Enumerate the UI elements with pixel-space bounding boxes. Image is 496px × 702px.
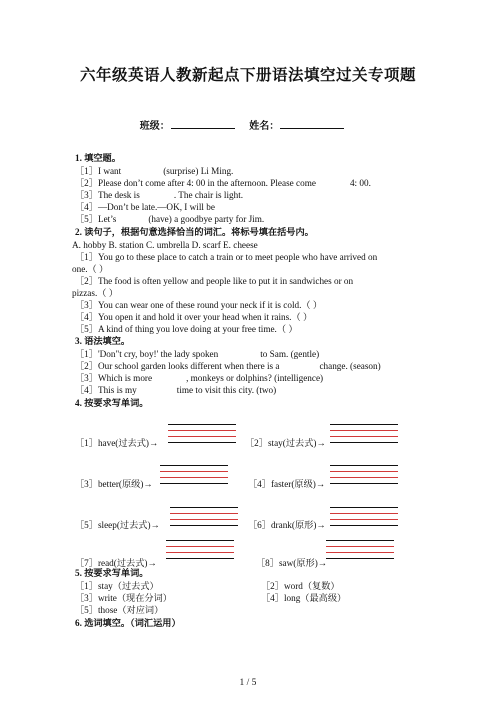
s4-item-7: ［7］read(过去式)→ bbox=[75, 558, 157, 568]
section-3-heading: 3. 语法填空。 bbox=[75, 336, 131, 346]
page-title: 六年级英语人教新起点下册语法填空过关专项题 bbox=[79, 67, 416, 84]
s4-guide-line bbox=[330, 465, 398, 466]
s5-item-5: ［5］those（对应词） bbox=[75, 605, 164, 615]
s2-item-4: ［4］You open it and hold it over your head when it rains.（ ） bbox=[75, 312, 313, 322]
section-1-heading: 1. 填空题。 bbox=[75, 153, 121, 163]
s1-item-1: ［1］I want (surprise) Li Ming. bbox=[75, 166, 234, 176]
s4-guide-line bbox=[330, 436, 398, 437]
s4-item-4: ［4］faster(原级)→ bbox=[248, 479, 326, 489]
s4-item-2: ［2］stay(过去式)→ bbox=[245, 438, 326, 448]
s2-options: A. hobby B. station C. umbrella D. scarf E. cheese bbox=[72, 240, 258, 250]
s3-item-1: ［1］'Don"t cry, boy!' the lady spoken to Sam. (gentle) bbox=[75, 349, 320, 359]
s1-item-3: ［3］The desk is . The chair is light. bbox=[75, 190, 244, 200]
s4-guide-line bbox=[168, 442, 236, 443]
s2-item-1: ［1］You go to these place to catch a train or to meet people who have arrived on bbox=[75, 252, 378, 262]
s4-guide-line bbox=[326, 558, 394, 559]
s4-guide-line bbox=[166, 558, 234, 559]
s4-guide-line bbox=[330, 477, 398, 478]
s2-item-1-cont: one.（ ） bbox=[72, 264, 109, 274]
s4-guide-line bbox=[166, 540, 234, 541]
s4-guide-line bbox=[168, 436, 236, 437]
s2-item-3: ［3］You can wear one of these round your neck if it is cold.（ ） bbox=[75, 300, 323, 310]
s4-guide-line bbox=[330, 507, 398, 508]
s3-item-4: ［4］This is my time to visit this city. (two) bbox=[75, 385, 277, 395]
s4-guide-line bbox=[170, 525, 238, 526]
s4-item-5: ［5］sleep(过去式)→ bbox=[75, 520, 160, 530]
s5-item-3: ［3］write（现在分词） bbox=[75, 593, 172, 603]
s4-guide-line bbox=[160, 465, 228, 466]
s1-item-4: ［4］—Don’t be late.—OK, I will be bbox=[75, 202, 215, 212]
s4-item-8: ［8］saw(原形)→ bbox=[256, 558, 327, 568]
s4-guide-line bbox=[330, 430, 398, 431]
s4-guide-line bbox=[160, 471, 228, 472]
s4-guide-line bbox=[330, 513, 398, 514]
s1-item-5: ［5］Let’s (have) a goodbye party for Jim. bbox=[75, 214, 265, 224]
s4-guide-line bbox=[160, 477, 228, 478]
s4-guide-line bbox=[330, 525, 398, 526]
s4-item-1: ［1］have(过去式)→ bbox=[75, 438, 159, 448]
s4-guide-line bbox=[166, 552, 234, 553]
s2-item-5: ［5］A kind of thing you love doing at your free time.（ ） bbox=[75, 324, 298, 334]
s4-guide-line bbox=[170, 507, 238, 508]
s4-guide-line bbox=[170, 519, 238, 520]
name-blank[interactable] bbox=[280, 119, 344, 129]
s3-item-2: ［2］Our school garden looks different when there is a change. (season) bbox=[75, 361, 381, 371]
s4-guide-line bbox=[330, 471, 398, 472]
s4-guide-line bbox=[326, 540, 394, 541]
class-blank[interactable] bbox=[171, 119, 235, 129]
s3-item-3: ［3］Which is more , monkeys or dolphins? (intelligence) bbox=[75, 373, 324, 383]
s5-item-1: ［1］stay（过去式） bbox=[75, 581, 159, 591]
s4-guide-line bbox=[168, 424, 236, 425]
section-6-heading: 6. 选词填空。（词汇运用） bbox=[75, 618, 181, 628]
s4-guide-line bbox=[170, 513, 238, 514]
section-2-heading: 2. 读句子，根据句意选择恰当的词汇。将标号填在括号内。 bbox=[75, 227, 314, 237]
student-info bbox=[0, 117, 496, 132]
s4-item-3: ［3］better(原级)→ bbox=[75, 479, 153, 489]
s4-guide-line bbox=[166, 546, 234, 547]
section-4-heading: 4. 按要求写单词。 bbox=[75, 398, 149, 408]
s4-guide-line bbox=[330, 442, 398, 443]
s2-item-2: ［2］The food is often yellow and people like to put it in sandwiches or on bbox=[75, 276, 354, 286]
s4-guide-line bbox=[326, 546, 394, 547]
s4-guide-line bbox=[330, 424, 398, 425]
s5-item-2: ［2］word（复数） bbox=[261, 581, 340, 591]
name-label: 姓名： bbox=[249, 121, 280, 132]
s5-item-4: ［4］long（最高级） bbox=[261, 593, 347, 603]
s4-guide-line bbox=[326, 552, 394, 553]
class-label: 班级： bbox=[139, 121, 170, 132]
page-number: 1 / 5 bbox=[239, 678, 257, 688]
s4-guide-line bbox=[330, 483, 398, 484]
s4-item-6: ［6］drank(原形)→ bbox=[248, 520, 326, 530]
section-5-heading: 5. 按要求写单词。 bbox=[75, 568, 149, 578]
s4-guide-line bbox=[330, 519, 398, 520]
s1-item-2: ［2］Please don’t come after 4: 00 in the afternoon. Please come 4: 00. bbox=[75, 178, 371, 188]
s4-guide-line bbox=[160, 483, 228, 484]
s2-item-2-cont: pizzas.（ ） bbox=[72, 288, 118, 298]
s4-guide-line bbox=[168, 430, 236, 431]
